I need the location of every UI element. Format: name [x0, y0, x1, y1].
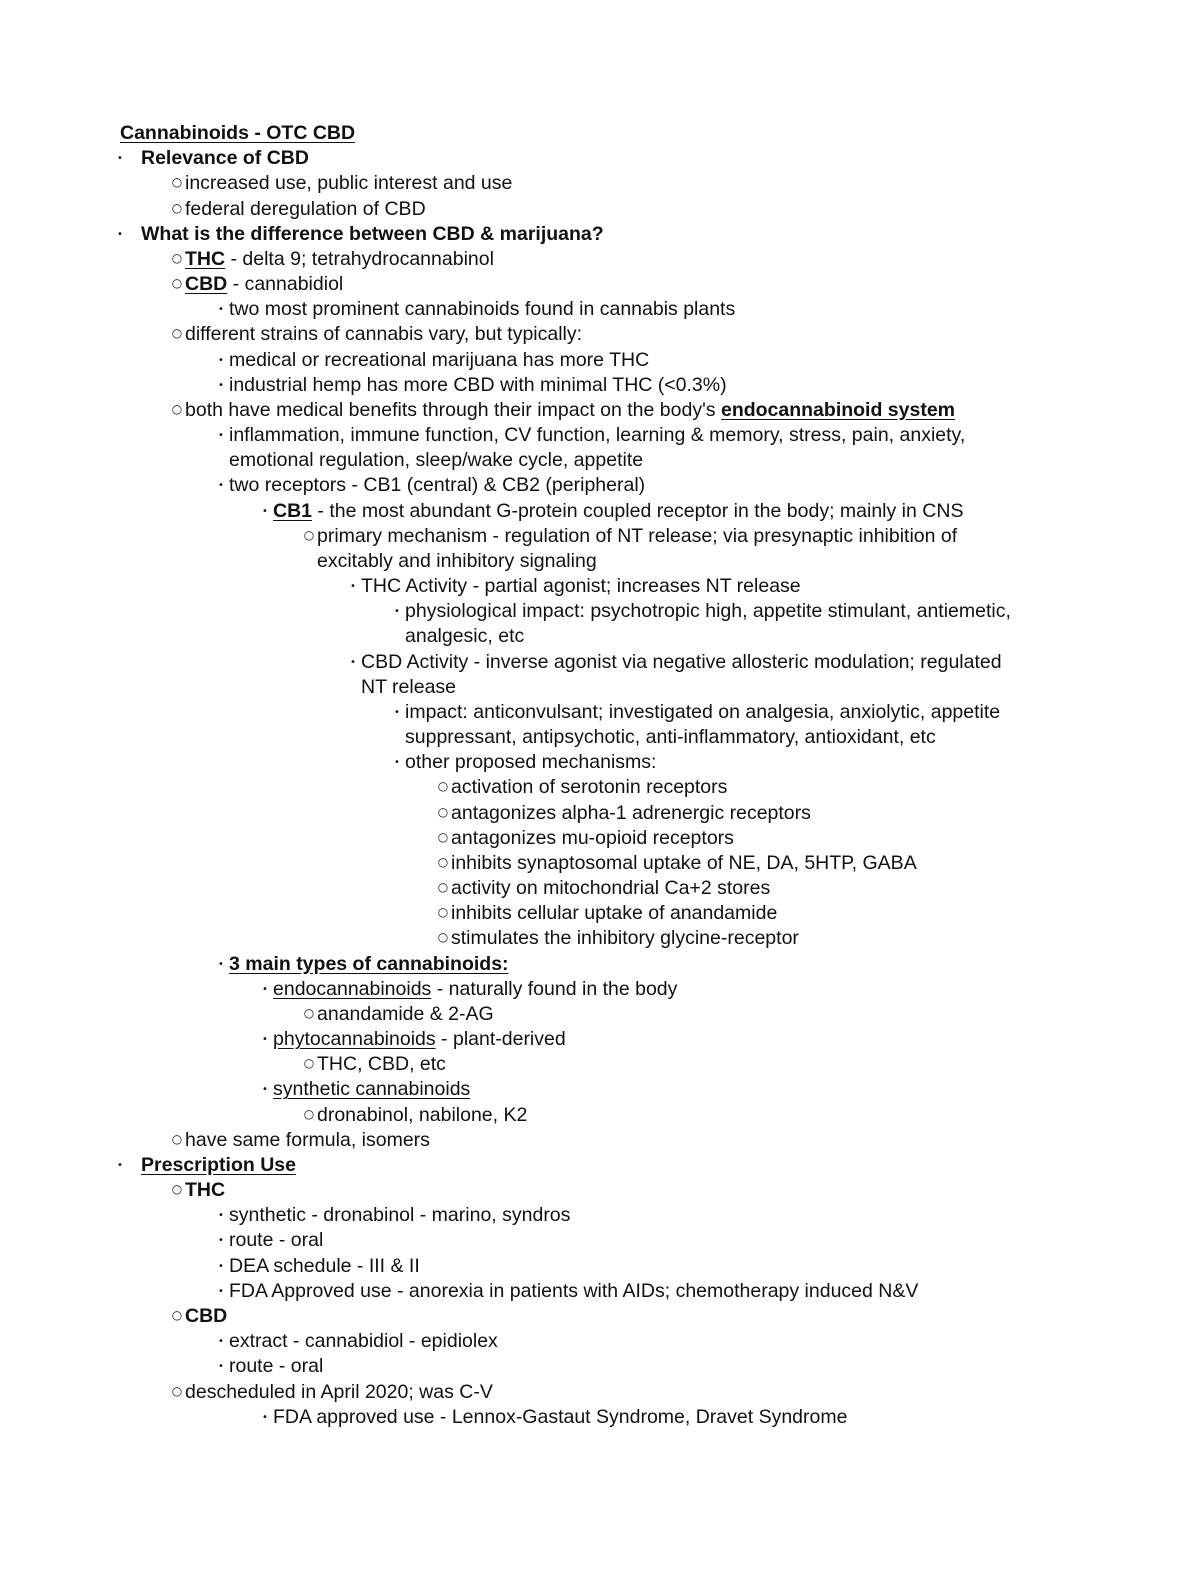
- text-segment: THC Activity - partial agonist; increases NT release: [361, 575, 801, 598]
- line-text: [141, 146, 309, 171]
- bullet-icon: •: [218, 354, 224, 366]
- text-segment: excitably and inhibitory signaling: [317, 549, 597, 572]
- text-segment: FDA approved use - Lennox-Gastaut Syndrome, Dravet Syndrome: [273, 1405, 848, 1428]
- text-segment: Cannabinoids - OTC CBD: [120, 122, 356, 144]
- text-segment: NT release: [361, 675, 457, 698]
- line-text: [229, 348, 649, 373]
- line-text: [405, 700, 1000, 725]
- text-segment: CBD Activity - inverse agonist via negative allosteric modulation; regulated: [361, 650, 1002, 673]
- line-text: [451, 926, 799, 951]
- text-segment: suppressant, antipsychotic, anti-inflammatory, antioxidant, etc: [405, 726, 936, 749]
- line-text: [229, 1279, 918, 1304]
- line-text: [317, 1052, 446, 1077]
- text-segment: impact: anticonvulsant; investigated on analgesia, anxiolytic, appetite: [405, 700, 1001, 723]
- line-text: [361, 675, 456, 700]
- text-segment: industrial hemp has more CBD with minimal THC (<0.3%): [229, 373, 727, 396]
- line-text: [451, 826, 734, 851]
- text-segment: inhibits synaptosomal uptake of NE, DA, 5HTP, GABA: [451, 851, 917, 874]
- line-text: [185, 1380, 493, 1405]
- line-text: [185, 171, 512, 196]
- circle-bullet-icon: ○: [171, 1131, 183, 1146]
- line-text: [185, 272, 343, 297]
- bullet-icon: •: [350, 581, 356, 593]
- bullet-icon: •: [262, 983, 268, 995]
- circle-bullet-icon: ○: [303, 1056, 315, 1071]
- line-text: [229, 448, 643, 473]
- line-text: [317, 1103, 527, 1128]
- text-segment: THC: [185, 1179, 226, 1202]
- bullet-icon: •: [262, 1034, 268, 1046]
- circle-bullet-icon: ○: [171, 250, 183, 265]
- text-segment: physiological impact: psychotropic high, appetite stimulant, antiemetic,: [405, 600, 1011, 623]
- line-text: [361, 650, 1002, 675]
- line-text: [120, 121, 355, 146]
- text-segment: antagonizes alpha-1 adrenergic receptors: [451, 801, 811, 824]
- text-segment: extract - cannabidiol - epidiolex: [229, 1330, 498, 1353]
- text-segment: CB1: [273, 499, 313, 522]
- text-segment: - delta 9; tetrahydrocannabinol: [225, 247, 494, 270]
- circle-bullet-icon: ○: [171, 276, 183, 291]
- text-segment: route - oral: [229, 1355, 324, 1378]
- line-text: [229, 373, 727, 398]
- circle-bullet-icon: ○: [171, 1182, 183, 1197]
- text-segment: route - oral: [229, 1229, 324, 1252]
- line-text: [229, 1354, 323, 1379]
- circle-bullet-icon: ○: [171, 200, 183, 215]
- text-segment: medical or recreational marijuana has more THC: [229, 348, 650, 371]
- line-text: [185, 322, 582, 347]
- text-segment: FDA Approved use - anorexia in patients with AIDs; chemotherapy induced N&V: [229, 1279, 919, 1302]
- text-segment: federal deregulation of CBD: [185, 197, 426, 220]
- circle-bullet-icon: ○: [437, 854, 449, 869]
- text-segment: endocannabinoid system: [720, 398, 956, 421]
- circle-bullet-icon: ○: [437, 804, 449, 819]
- bullet-icon: •: [218, 430, 224, 442]
- line-text: [185, 398, 955, 423]
- circle-bullet-icon: ○: [171, 401, 183, 416]
- bullet-icon: •: [218, 1260, 224, 1272]
- text-segment: - plant-derived: [435, 1028, 566, 1051]
- line-text: [141, 222, 604, 247]
- bullet-icon: •: [262, 1084, 268, 1096]
- line-text: [185, 1128, 430, 1153]
- line-text: [451, 775, 727, 800]
- line-text: [229, 473, 645, 498]
- text-segment: dronabinol, nabilone, K2: [317, 1103, 528, 1126]
- line-text: [405, 624, 524, 649]
- text-segment: primary mechanism - regulation of NT release; via presynaptic inhibition of: [317, 524, 958, 547]
- line-text: [405, 750, 656, 775]
- bullet-icon: •: [262, 505, 268, 517]
- line-text: [185, 247, 494, 272]
- bullet-icon: •: [218, 1361, 224, 1373]
- text-segment: DEA schedule - III & II: [229, 1254, 420, 1277]
- text-segment: activation of serotonin receptors: [451, 776, 728, 799]
- bullet-icon: •: [218, 379, 224, 391]
- text-segment: CBD: [185, 273, 228, 296]
- line-text: [451, 851, 917, 876]
- line-text: [361, 574, 801, 599]
- text-segment: have same formula, isomers: [185, 1128, 430, 1151]
- bullet-icon: •: [218, 1285, 224, 1297]
- line-text: [185, 197, 426, 222]
- line-text: [229, 1203, 570, 1228]
- line-text: [229, 423, 965, 448]
- line-text: [273, 977, 677, 1002]
- line-text: [229, 297, 735, 322]
- line-text: [229, 1254, 420, 1279]
- text-segment: - the most abundant G-protein coupled receptor in the body; mainly in CNS: [312, 499, 964, 522]
- text-segment: 3 main types of cannabinoids:: [229, 952, 509, 975]
- bullet-icon: •: [350, 656, 356, 668]
- text-segment: What is the difference between CBD & marijuana?: [141, 222, 604, 245]
- circle-bullet-icon: ○: [437, 930, 449, 945]
- line-text: [229, 1228, 323, 1253]
- line-text: [317, 549, 597, 574]
- line-text: [451, 801, 811, 826]
- text-segment: endocannabinoids: [273, 977, 432, 1000]
- text-segment: inhibits cellular uptake of anandamide: [451, 902, 778, 925]
- circle-bullet-icon: ○: [303, 1106, 315, 1121]
- text-segment: antagonizes mu-opioid receptors: [451, 826, 734, 849]
- line-text: [451, 901, 777, 926]
- circle-bullet-icon: ○: [437, 880, 449, 895]
- line-text: [451, 876, 770, 901]
- text-segment: increased use, public interest and use: [185, 172, 513, 195]
- circle-bullet-icon: ○: [171, 1307, 183, 1322]
- text-segment: synthetic cannabinoids: [273, 1078, 471, 1101]
- line-text: [273, 499, 963, 524]
- line-text: [273, 1027, 566, 1052]
- text-segment: different strains of cannabis vary, but typically:: [185, 323, 583, 346]
- bullet-icon: •: [218, 1235, 224, 1247]
- line-text: [229, 1329, 498, 1354]
- text-segment: inflammation, immune function, CV function, learning & memory, stress, pain, anxiety,: [229, 424, 966, 447]
- text-segment: - cannabidiol: [227, 273, 344, 296]
- circle-bullet-icon: ○: [437, 905, 449, 920]
- bullet-icon: •: [394, 606, 400, 618]
- bullet-icon: •: [218, 1210, 224, 1222]
- bullet-icon: •: [218, 958, 224, 970]
- circle-bullet-icon: ○: [171, 326, 183, 341]
- text-segment: anandamide & 2-AG: [317, 1002, 494, 1025]
- bullet-icon: •: [394, 757, 400, 769]
- circle-bullet-icon: ○: [437, 779, 449, 794]
- text-segment: CBD: [185, 1304, 228, 1327]
- line-text: [185, 1178, 225, 1203]
- text-segment: Relevance of CBD: [141, 147, 309, 170]
- line-text: [317, 524, 957, 549]
- text-segment: descheduled in April 2020; was C-V: [185, 1380, 493, 1403]
- text-segment: - naturally found in the body: [431, 977, 678, 1000]
- text-segment: emotional regulation, sleep/wake cycle, appetite: [229, 449, 644, 472]
- bullet-icon: •: [117, 1159, 123, 1171]
- line-text: [273, 1405, 847, 1430]
- text-segment: THC: [185, 247, 226, 270]
- text-segment: two receptors - CB1 (central) & CB2 (peripheral): [229, 474, 646, 497]
- circle-bullet-icon: ○: [303, 1005, 315, 1020]
- text-segment: synthetic - dronabinol - marino, syndros: [229, 1204, 571, 1227]
- text-segment: analgesic, etc: [405, 625, 525, 648]
- bullet-icon: •: [394, 706, 400, 718]
- text-segment: phytocannabinoids: [273, 1028, 436, 1051]
- bullet-icon: •: [117, 228, 123, 240]
- text-segment: Prescription Use: [141, 1153, 296, 1176]
- bullet-icon: •: [218, 304, 224, 316]
- line-text: [405, 599, 1011, 624]
- text-segment: other proposed mechanisms:: [405, 751, 657, 774]
- text-segment: both have medical benefits through their impact on the body's: [185, 398, 721, 421]
- line-text: [273, 1077, 470, 1102]
- text-segment: THC, CBD, etc: [317, 1053, 446, 1076]
- circle-bullet-icon: ○: [171, 175, 183, 190]
- line-text: [317, 1002, 494, 1027]
- line-text: [229, 952, 509, 977]
- bullet-icon: •: [218, 480, 224, 492]
- circle-bullet-icon: ○: [437, 829, 449, 844]
- text-segment: activity on mitochondrial Ca+2 stores: [451, 877, 771, 900]
- circle-bullet-icon: ○: [303, 527, 315, 542]
- line-text: [185, 1304, 227, 1329]
- circle-bullet-icon: ○: [171, 1383, 183, 1398]
- text-segment: two most prominent cannabinoids found in cannabis plants: [229, 298, 736, 321]
- line-text: [405, 725, 936, 750]
- bullet-icon: •: [262, 1411, 268, 1423]
- text-segment: stimulates the inhibitory glycine-receptor: [451, 927, 799, 950]
- bullet-icon: •: [218, 1336, 224, 1348]
- bullet-icon: •: [117, 153, 123, 165]
- line-text: [141, 1153, 296, 1178]
